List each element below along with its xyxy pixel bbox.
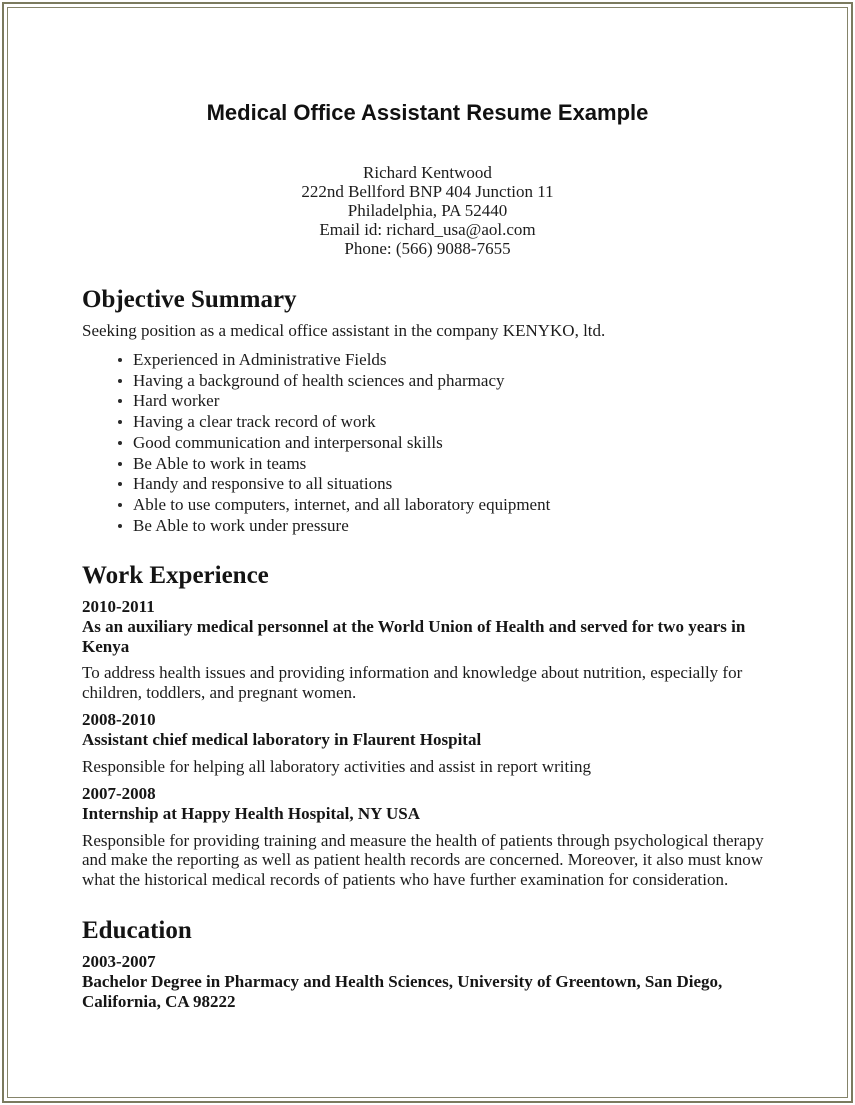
education-entry	[82, 952, 773, 1011]
work-entry-title: As an auxiliary medical personnel at the World Union of Health and served for two years in Kenya	[82, 617, 746, 656]
work-entry-title: Assistant chief medical laboratory in Flaurent Hospital	[82, 730, 482, 750]
list-item-label: Having a clear track record of work	[133, 412, 376, 432]
education-heading: Education	[82, 917, 192, 945]
list-item-label: Be Able to work in teams	[133, 453, 307, 473]
contact-city: Philadelphia, PA 52440	[347, 201, 508, 220]
work-entry-description: Responsible for helping all laboratory activities and assist in report writing	[82, 756, 591, 776]
bullet-icon	[118, 399, 122, 403]
list-item	[82, 454, 773, 475]
work-entry-dates: 2008-2010	[82, 710, 156, 730]
list-item	[82, 412, 773, 433]
list-item	[82, 350, 773, 371]
work-experience-heading: Work Experience	[82, 562, 269, 590]
work-entry	[82, 784, 773, 889]
list-item-label: Be Able to work under pressure	[133, 515, 349, 535]
objective-summary-heading: Objective Summary	[82, 286, 297, 313]
page-title: Medical Office Assistant Resume Example	[206, 100, 649, 125]
bullet-icon	[118, 462, 122, 466]
list-item	[82, 495, 773, 516]
list-item-label: Handy and responsive to all situations	[133, 474, 393, 494]
bullet-icon	[118, 358, 122, 362]
contact-block	[82, 163, 773, 258]
list-item	[82, 474, 773, 495]
education-entry-title: Bachelor Degree in Pharmacy and Health Sciences, University of Greentown, San Diego, California, CA 98222	[82, 972, 723, 1011]
work-entry-dates: 2010-2011	[82, 597, 155, 617]
bullet-icon	[118, 379, 122, 383]
education-entry-dates: 2003-2007	[82, 952, 156, 972]
work-entry-dates: 2007-2008	[82, 784, 156, 804]
work-entry-title: Internship at Happy Health Hospital, NY USA	[82, 804, 421, 824]
list-item-label: Hard worker	[133, 391, 220, 411]
resume-document	[82, 0, 773, 1011]
contact-name: Richard Kentwood	[363, 163, 492, 182]
list-item	[82, 391, 773, 412]
contact-email: Email id: richard_usa@aol.com	[319, 220, 536, 239]
contact-address: 222nd Bellford BNP 404 Junction 11	[301, 182, 554, 201]
bullet-icon	[118, 420, 122, 424]
bullet-icon	[118, 441, 122, 445]
work-entry	[82, 597, 773, 702]
contact-phone: Phone: (566) 9088-7655	[344, 239, 511, 258]
list-item-label: Good communication and interpersonal skills	[133, 432, 443, 452]
bullet-icon	[118, 503, 122, 507]
work-entry-description: Responsible for providing training and measure the health of patients through psychological therapy and make the reporting as well as patient health records are concerned. Moreover, it also must know what the historical medical records of patients who have further examination for consideration.	[82, 830, 764, 889]
bullet-icon	[118, 524, 122, 528]
bullet-icon	[118, 482, 122, 486]
list-item	[82, 516, 773, 537]
list-item-label: Able to use computers, internet, and all laboratory equipment	[133, 494, 551, 514]
list-item-label: Experienced in Administrative Fields	[133, 350, 387, 369]
objective-bullet-list	[82, 350, 773, 536]
list-item	[82, 371, 773, 392]
list-item-label: Having a background of health sciences and pharmacy	[133, 370, 505, 390]
list-item	[82, 433, 773, 454]
work-entry-description: To address health issues and providing information and knowledge about nutrition, especially for children, toddlers, and pregnant women.	[82, 663, 743, 702]
work-entry	[82, 710, 773, 776]
objective-intro: Seeking position as a medical office assistant in the company KENYKO, ltd.	[82, 321, 606, 340]
